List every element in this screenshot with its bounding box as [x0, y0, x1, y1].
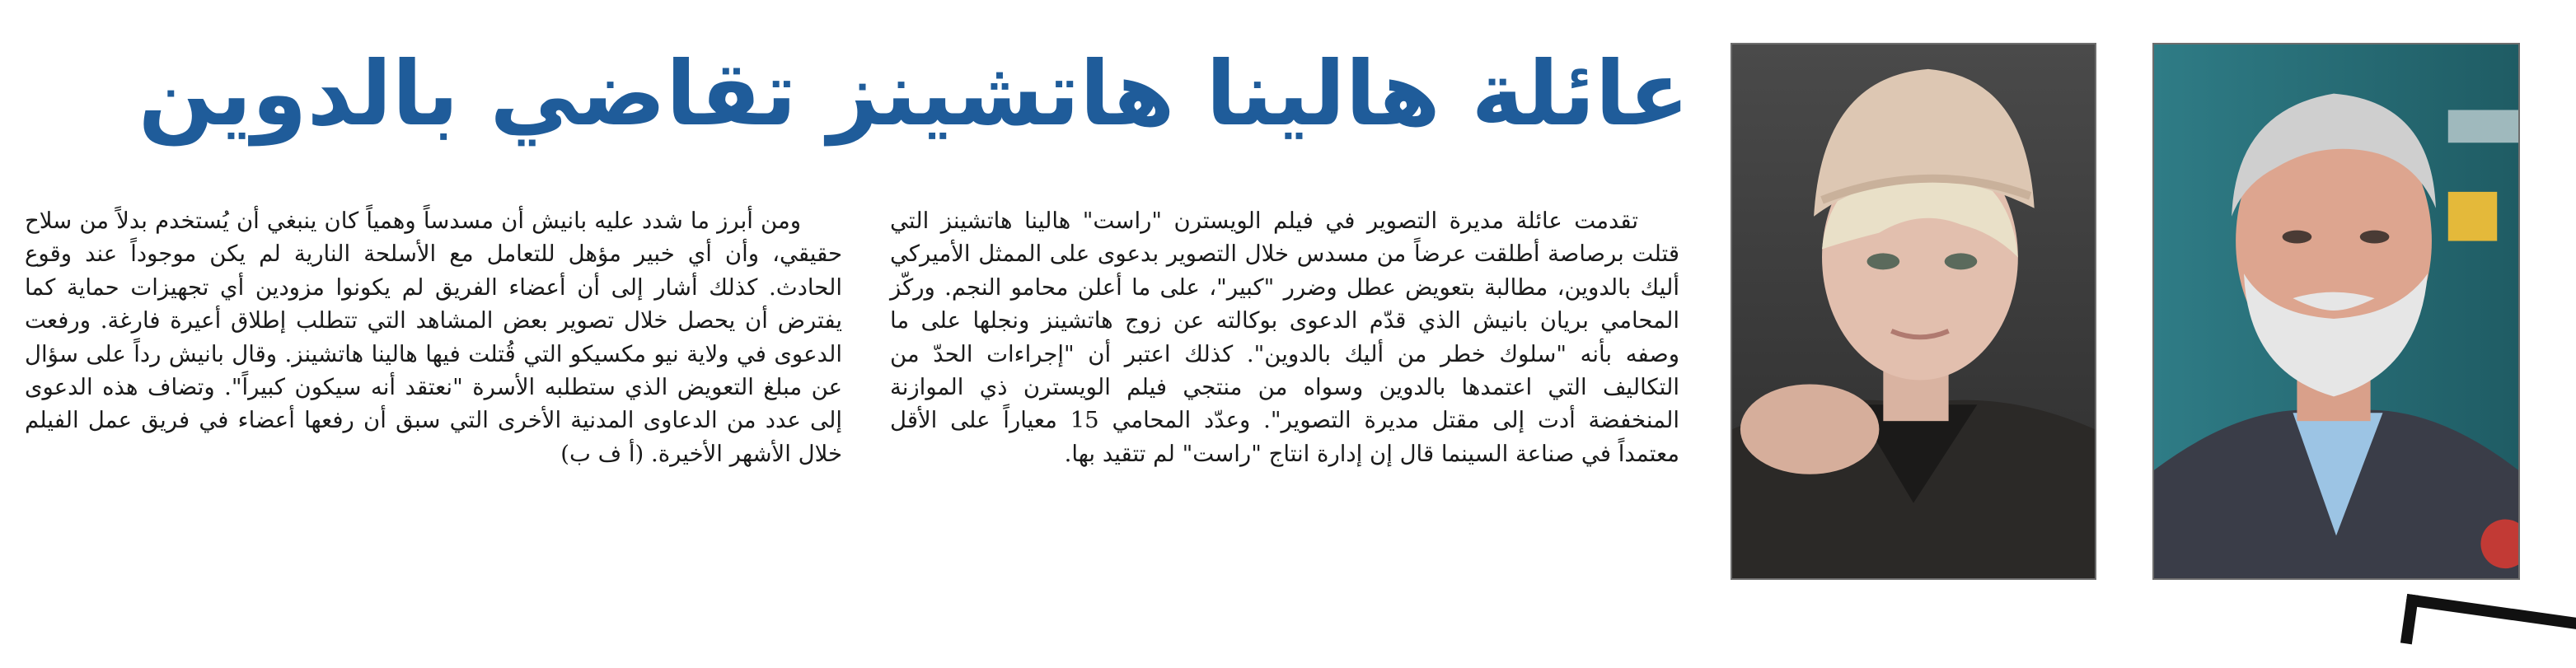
halyna-hutchins-image: [1732, 44, 2095, 578]
alec-baldwin-image: [2154, 44, 2518, 578]
article-column-right: [890, 204, 1679, 591]
corner-frame-mark: [2400, 594, 2576, 668]
article-column-left: [25, 204, 842, 591]
article-headline: عائلة هالينا هاتشينز تقاضي بالدوين: [138, 43, 1689, 146]
article-paragraph-2: ومن أبرز ما شدد عليه بانيش أن مسدساً وهمياً كان ينبغي أن يُستخدم بدلاً من سلاح حقيقي، وأن أي خبير مؤهل للتعامل مع الأسلحة النارية لم يكن موجوداً عند وقوع الحادث. كذلك أشار إلى أن أعضاء الفريق لم يكونوا مزودين أي تجهيزات حماية كما يفترض أن يحصل خلال تصوير بعض المشاهد التي تتطلب إطلاق أعيرة فارغة. ورفعت الدعوى في ولاية نيو مكسيكو التي قُتلت فيها هالينا هاتشينز. وقال بانيش رداً على سؤال عن مبلغ التعويض الذي ستطلبه الأسرة "نعتقد أنه سيكون كبيراً". وتضاف هذه الدعوى إلى عدد من الدعاوى المدنية الأخرى التي سبق أن رفعها أعضاء في فريق عمل الفيلم خلال الأشهر الأخيرة. (أ ف ب): [25, 208, 842, 467]
halyna-hutchins-photo: [1731, 43, 2096, 580]
article-paragraph-1: تقدمت عائلة مديرة التصوير في فيلم الويسترن "راست" هالينا هاتشينز التي قتلت برصاصة أطلقت عرضاً من مسدس خلال التصوير بدعوى على الممثل الأميركي أليك بالدوين، مطالبة بتعويض عطل وضرر "كبير"، على ما أعلن محامو النجم. وركّز المحامي بريان بانيش الذي قدّم الدعوى بوكالته عن زوج هاتشينز ونجلها على ما وصفه بأنه "سلوك خطر من أليك بالدوين". كذلك اعتبر أن "إجراءات الحدّ من التكاليف التي اعتمدها بالدوين وسواه من منتجي فيلم الويسترن ذي الموازنة المنخفضة أدت إلى مقتل مديرة التصوير". وعدّد المحامي 15 معياراً على الأقل معتمداً في صناعة السينما قال إن إدارة انتاج "راست" لم تتقيد بها.: [890, 208, 1679, 467]
alec-baldwin-photo: [2152, 43, 2520, 580]
